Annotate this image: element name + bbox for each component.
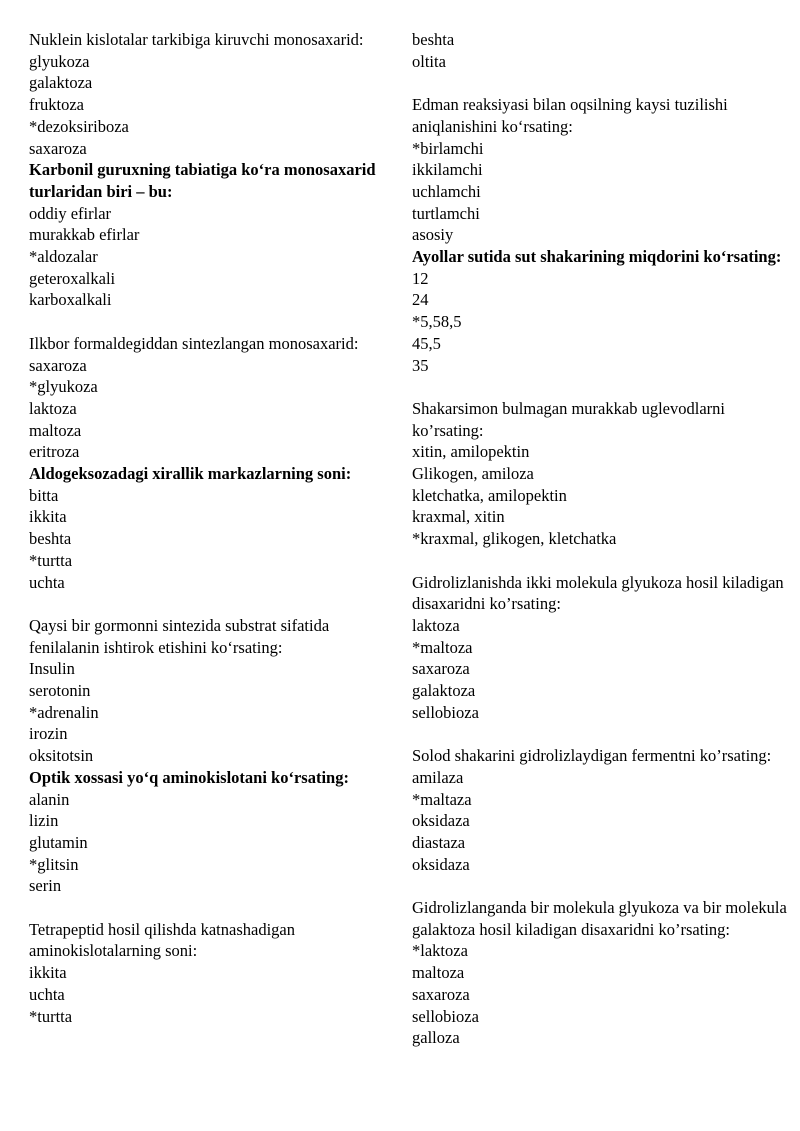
answer-option: oksidaza	[412, 854, 470, 874]
answer-option: *kraxmal, glikogen, kletchatka	[412, 529, 617, 549]
answer-option: galaktoza	[412, 681, 476, 701]
answer-option: irozin	[29, 724, 68, 744]
answer-option: *maltaza	[412, 789, 472, 809]
answer-option: *maltoza	[412, 637, 473, 657]
question-block	[29, 333, 389, 463]
answer-option: 24	[412, 290, 429, 310]
answer-option: *dezoksiriboza	[29, 116, 129, 136]
left-column	[29, 29, 389, 1027]
answer-option: galaktoza	[29, 73, 93, 93]
answer-option: maltoza	[29, 420, 82, 440]
answer-option: lizin	[29, 811, 59, 831]
answer-option: uchta	[29, 572, 65, 592]
answer-option: sellobioza	[412, 1006, 479, 1026]
question-block	[412, 398, 787, 550]
answer-option: fruktoza	[29, 95, 84, 115]
answer-option: serin	[29, 876, 62, 896]
answer-option: *turtta	[29, 1006, 73, 1026]
question-text: Karbonil guruxning tabiatiga koʻra monosaxarid turlaridan biri – bu:	[29, 160, 376, 201]
question-text: Gidrolizlanishda ikki molekula glyukoza hosil kiladigan disaxaridni ko’rsating:	[412, 572, 784, 614]
answer-option: *birlamchi	[412, 138, 484, 158]
answer-option: karboxalkali	[29, 290, 112, 310]
answer-option: geteroxalkali	[29, 268, 116, 288]
answer-option: saxaroza	[29, 355, 87, 375]
answer-option: saxaroza	[29, 138, 87, 158]
answer-option: uchlamchi	[412, 181, 481, 201]
answer-option: kletchatka, amilopektin	[412, 485, 567, 505]
blank-line	[29, 311, 389, 333]
question-text: Shakarsimon bulmagan murakkab uglevodlarni ko’rsating:	[412, 398, 725, 440]
answer-option: oksitotsin	[29, 746, 94, 766]
answer-option: ikkilamchi	[412, 160, 483, 180]
answer-option: Glikogen, amiloza	[412, 464, 534, 484]
right-column	[412, 29, 787, 1049]
blank-line	[412, 72, 787, 94]
question-block	[29, 919, 389, 1028]
answer-option: alanin	[29, 789, 70, 809]
answer-option: maltoza	[412, 963, 465, 983]
question-text: Ayollar sutida sut shakarining miqdorini koʻrsating:	[412, 247, 782, 267]
answer-option: sellobioza	[412, 702, 479, 722]
answer-option: Insulin	[29, 659, 75, 679]
question-block	[412, 246, 787, 376]
answer-option: laktoza	[29, 398, 77, 418]
answer-option: *5,58,5	[412, 312, 462, 332]
question-block	[412, 29, 787, 72]
blank-line	[29, 897, 389, 919]
answer-option: amilaza	[412, 767, 464, 787]
answer-option: oddiy efirlar	[29, 203, 112, 223]
answer-option: *laktoza	[412, 941, 468, 961]
question-block	[29, 29, 389, 159]
question-block	[412, 94, 787, 246]
question-text: Nuklein kislotalar tarkibiga kiruvchi monosaxarid:	[29, 30, 364, 49]
answer-option: asosiy	[412, 225, 454, 245]
answer-option: glyukoza	[29, 51, 90, 71]
question-text: Gidrolizlanganda bir molekula glyukoza va bir molekula galaktoza hosil kiladigan disaxaridni ko’rsating:	[412, 898, 787, 939]
blank-line	[412, 723, 787, 745]
question-text: Optik xossasi yoʻq aminokislotani koʻrsating:	[29, 767, 349, 787]
answer-option: laktoza	[412, 615, 460, 635]
blank-line	[412, 875, 787, 897]
question-block	[29, 463, 389, 593]
answer-option: turtlamchi	[412, 203, 480, 223]
answer-option: beshta	[412, 30, 455, 49]
answer-option: saxaroza	[412, 659, 470, 679]
question-block	[412, 745, 787, 875]
blank-line	[412, 376, 787, 398]
answer-option: kraxmal, xitin	[412, 507, 505, 527]
answer-option: oltita	[412, 51, 446, 71]
question-text: Solod shakarini gidrolizlaydigan fermentni ko’rsating:	[412, 746, 772, 766]
answer-option: 12	[412, 268, 429, 288]
answer-option: uchta	[29, 984, 65, 1004]
question-text: Ilkbor formaldegiddan sintezlangan monosaxarid:	[29, 333, 359, 353]
answer-option: *glitsin	[29, 854, 79, 874]
answer-option: *aldozalar	[29, 247, 98, 267]
answer-option: 35	[412, 355, 429, 375]
answer-option: xitin, amilopektin	[412, 442, 530, 462]
question-block	[412, 572, 787, 724]
question-text: Edman reaksiyasi bilan oqsilning kaysi tuzilishi aniqlanishini koʻrsating:	[412, 95, 728, 136]
answer-option: bitta	[29, 485, 59, 505]
blank-line	[29, 593, 389, 615]
answer-option: murakkab efirlar	[29, 225, 140, 245]
question-text: Qaysi bir gormonni sintezida substrat sifatida fenilalanin ishtirok etishini koʻrsating:	[29, 615, 330, 657]
answer-option: *turtta	[29, 550, 73, 570]
question-block	[412, 897, 787, 1049]
answer-option: serotonin	[29, 681, 91, 701]
question-block	[29, 767, 389, 897]
question-block	[29, 615, 389, 767]
question-text: Tetrapeptid hosil qilishda katnashadigan aminokislotalarning soni:	[29, 919, 295, 961]
answer-option: ikkita	[29, 963, 67, 983]
answer-option: eritroza	[29, 442, 80, 462]
question-text: Aldogeksozadagi xirallik markazlarning soni:	[29, 464, 352, 484]
answer-option: *adrenalin	[29, 702, 99, 722]
question-block	[29, 159, 389, 311]
answer-option: diastaza	[412, 832, 466, 852]
blank-line	[412, 550, 787, 572]
answer-option: 45,5	[412, 333, 441, 353]
answer-option: ikkita	[29, 507, 67, 527]
answer-option: *glyukoza	[29, 377, 98, 397]
answer-option: glutamin	[29, 832, 88, 852]
answer-option: oksidaza	[412, 811, 470, 831]
answer-option: saxaroza	[412, 984, 470, 1004]
answer-option: beshta	[29, 529, 72, 549]
answer-option: galloza	[412, 1028, 460, 1048]
